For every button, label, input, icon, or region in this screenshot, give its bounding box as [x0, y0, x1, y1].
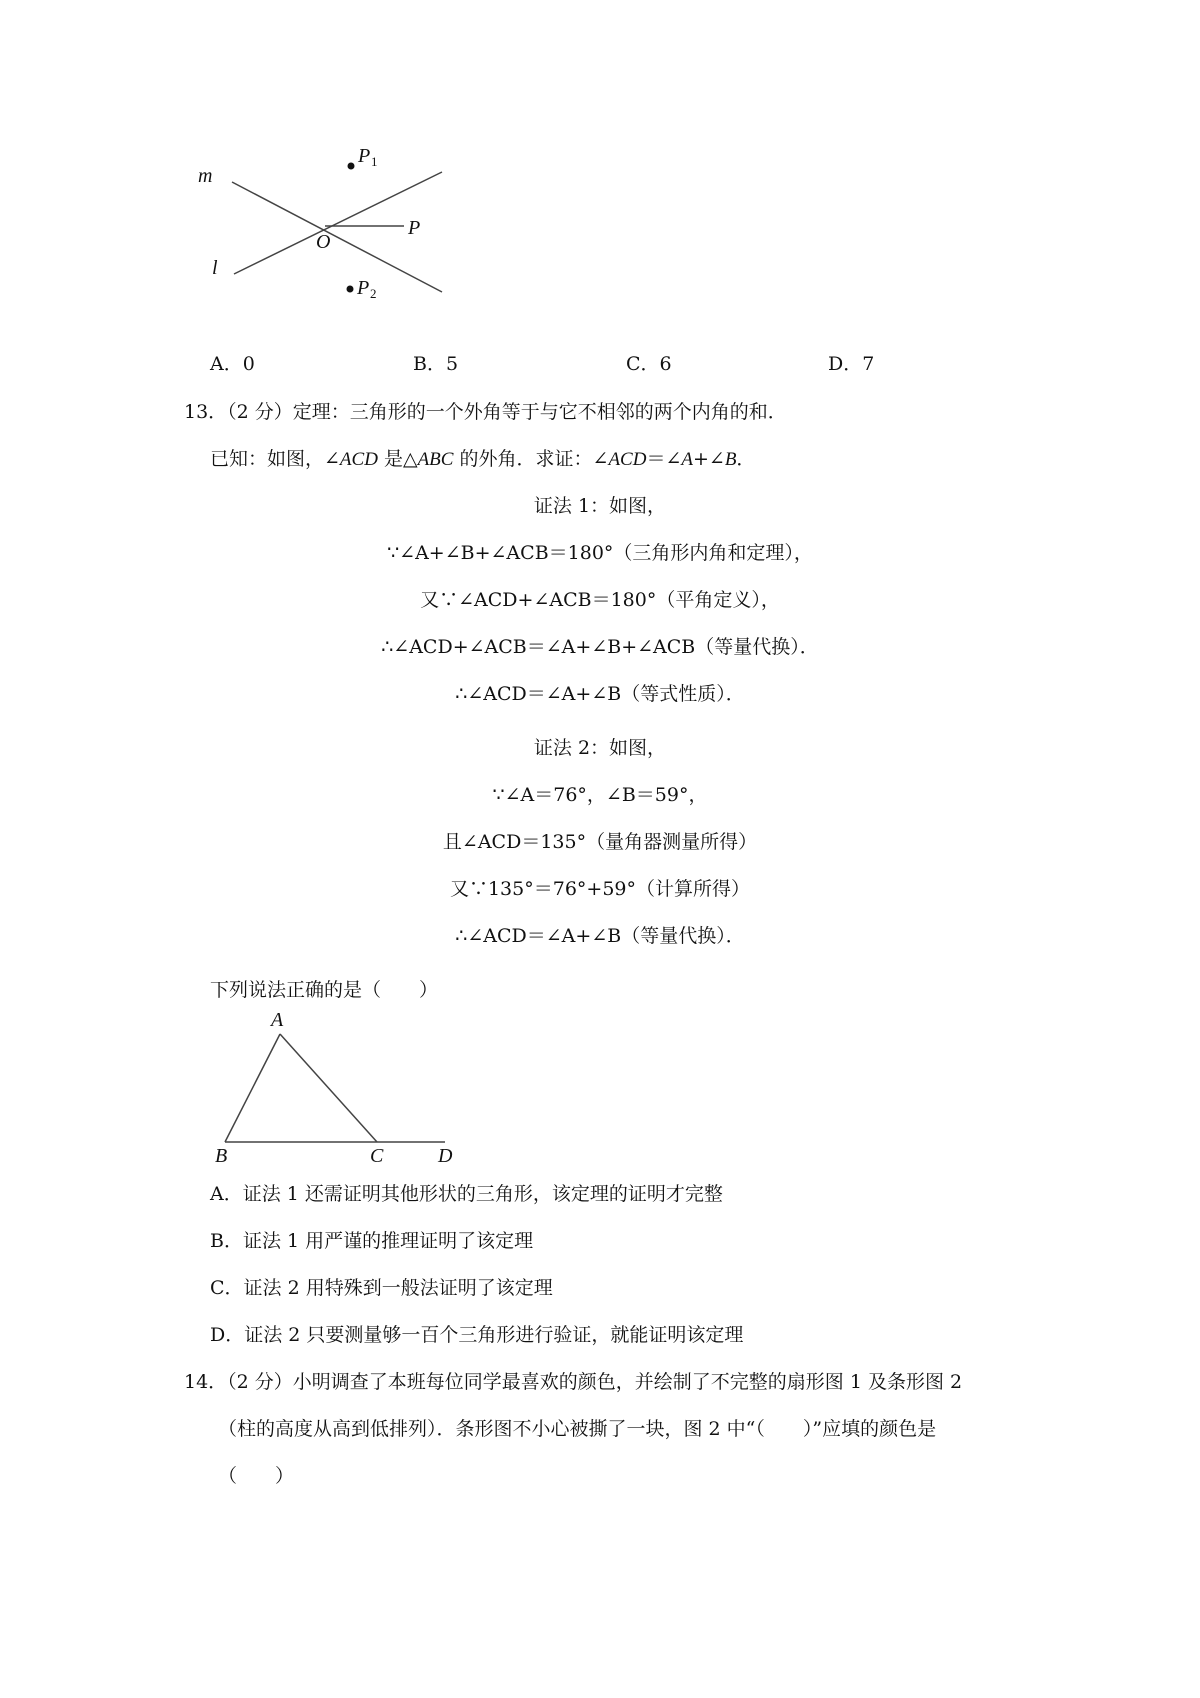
label-d: D [438, 1145, 453, 1167]
q12-option-c: C．6 [626, 353, 672, 375]
label-m: m [198, 165, 213, 187]
side-ac [280, 1034, 377, 1142]
proof2-line-5: ∴∠ACD＝∠A+∠B（等量代换）． [455, 925, 745, 947]
q13-given: 已知：如图，∠ACD 是△ABC 的外角．求证：∠ACD＝∠A+∠B． [210, 448, 756, 470]
label-b: B [215, 1145, 228, 1167]
q14-line-3: （ ） [218, 1465, 295, 1487]
label-p1: P [358, 145, 371, 167]
proof1-line-3: 又∵∠ACD+∠ACB＝180°（平角定义）， [420, 589, 780, 611]
q12-option-b: B．5 [413, 353, 459, 375]
proof2-line-1: 证法 2：如图， [533, 737, 667, 759]
label-o: O [316, 231, 331, 253]
q13-option-c: C．证法 2 用特殊到一般法证明了该定理 [210, 1277, 553, 1299]
proof1-line-4: ∴∠ACD+∠ACB＝∠A+∠B+∠ACB（等量代换）． [381, 636, 819, 658]
label-p: P [408, 217, 421, 239]
q12-option-d: D．7 [828, 353, 875, 375]
q14-line-2: （柱的高度从高到低排列）．条形图不小心被撕了一块，图 2 中“（ ）”应填的颜色是 [218, 1418, 937, 1440]
label-p2: P [357, 277, 370, 299]
q13-option-d: D．证法 2 只要测量够一百个三角形进行验证，就能证明该定理 [210, 1324, 744, 1346]
q12-option-b-value: 5 [445, 353, 459, 375]
q12-option-c-value: 6 [659, 353, 672, 375]
figure-triangle-exterior-angle [200, 1009, 460, 1167]
label-p2-subscript: 2 [370, 286, 377, 301]
q12-option-a: A．0 [210, 353, 255, 375]
figure-angle-bisector [190, 145, 450, 330]
proof1-line-5: ∴∠ACD＝∠A+∠B（等式性质）． [455, 683, 745, 705]
q13-option-a: A．证法 1 还需证明其他形状的三角形，该定理的证明才完整 [210, 1183, 723, 1205]
proof2-line-2: ∵∠A＝76°，∠B＝59°， [492, 784, 708, 806]
side-ab [225, 1034, 280, 1142]
point-p2 [347, 286, 354, 293]
q13-prompt: 下列说法正确的是（ ） [210, 979, 439, 1001]
proof1-line-2: ∵∠A+∠B+∠ACB＝180°（三角形内角和定理）， [387, 542, 813, 564]
point-p1 [348, 163, 355, 170]
proof2-line-4: 又∵135°＝76°+59°（计算所得） [449, 878, 751, 900]
label-a: A [271, 1009, 284, 1031]
proof1-line-1: 证法 1：如图， [533, 495, 667, 517]
label-c: C [370, 1145, 384, 1167]
q14-line-1: 14．（2 分）小明调查了本班每位同学最喜欢的颜色，并绘制了不完整的扇形图 1 及条形图 2 [184, 1371, 963, 1393]
q13-header: 13．（2 分）定理：三角形的一个外角等于与它不相邻的两个内角的和． [184, 401, 787, 423]
q13-option-b: B．证法 1 用严谨的推理证明了该定理 [210, 1230, 534, 1252]
label-l: l [212, 257, 218, 279]
q12-option-d-value: 7 [862, 353, 875, 375]
q12-option-a-value: 0 [242, 353, 255, 375]
label-p1-subscript: 1 [371, 154, 378, 169]
proof2-line-3: 且∠ACD＝135°（量角器测量所得） [442, 831, 758, 853]
